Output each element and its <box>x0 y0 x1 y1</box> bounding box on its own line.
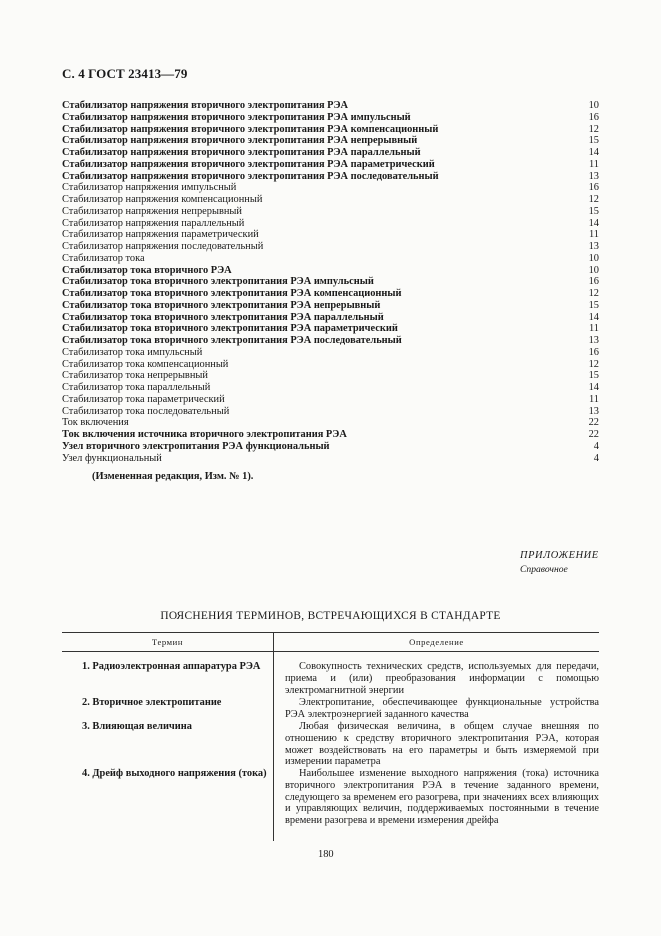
index-term: Стабилизатор тока вторичного РЭА <box>62 264 232 276</box>
index-entry <box>62 441 599 453</box>
index-page-number: 10 <box>588 264 599 276</box>
index-page-number: 15 <box>588 299 599 311</box>
index-page-number: 14 <box>588 147 599 158</box>
table-term: 1. Радиоэлектронная аппаратура РЭА <box>82 661 261 672</box>
index-page-number: 11 <box>588 229 599 241</box>
index-term: Стабилизатор тока компенсационный <box>62 358 229 370</box>
index-entry <box>62 323 599 335</box>
index-entry <box>62 194 599 206</box>
edition-note: (Измененная редакция, Изм. № 1). <box>92 471 254 482</box>
index-term: Стабилизатор тока непрерывный <box>62 370 208 382</box>
index-term: Стабилизатор напряжения вторичного электропитания РЭА <box>62 100 349 111</box>
index-term: Стабилизатор тока вторичного электропитания РЭА непрерывный <box>62 299 381 311</box>
appendix-type: Справочное <box>520 564 568 575</box>
index-page-number: 16 <box>588 111 599 123</box>
index-term: Стабилизатор напряжения вторичного электропитания РЭА непрерывный <box>62 135 418 147</box>
index-entry <box>62 312 599 324</box>
index-page-number: 22 <box>588 417 599 429</box>
index-entry <box>62 382 599 394</box>
index-page-number: 15 <box>588 370 599 382</box>
index-entry <box>62 417 599 429</box>
index-page-number: 13 <box>588 241 599 252</box>
index-term: Стабилизатор тока импульсный <box>62 346 203 358</box>
index-entry <box>62 229 599 241</box>
table-header-rule <box>62 651 599 652</box>
page-number: 180 <box>318 849 334 860</box>
index-page-number: 10 <box>588 100 599 111</box>
index-term: Стабилизатор тока вторичного электропитания РЭА параметрический <box>62 323 398 335</box>
index-entry <box>62 453 599 465</box>
index-entry <box>62 300 599 312</box>
index-page-number: 13 <box>588 405 599 417</box>
index-page-number: 14 <box>588 217 599 229</box>
index-entry <box>62 124 599 136</box>
index-page-number: 11 <box>588 323 599 335</box>
index-term: Стабилизатор напряжения вторичного электропитания РЭА компенсационный <box>62 123 439 135</box>
appendix-title: ПОЯСНЕНИЯ ТЕРМИНОВ, ВСТРЕЧАЮЩИХСЯ В СТАНДАРТЕ <box>160 610 501 622</box>
index-page-number: 14 <box>588 382 599 393</box>
table-definition: Любая физическая величина, в общем случае внешняя по отношению к средству вторичного электропитания РЭА, которая может воздействовать на его параметры и быть измеряемой при измерении параметра <box>285 721 599 768</box>
index-page-number: 15 <box>588 205 599 217</box>
index-page-number: 11 <box>588 393 599 405</box>
index-term: Ток включения источника вторичного электропитания РЭА <box>62 429 347 440</box>
index-term: Стабилизатор тока вторичного электропитания РЭА параллельный <box>62 311 384 323</box>
table-header-definition: Определение <box>409 637 464 647</box>
table-definition: Наибольшее изменение выходного напряжения (тока) источника вторичного электропитания РЭА в течение заданного времени, следующего за временем его разогрева, при значениях всех влияющих и управляющих величин, поддерживаемых постоянными в течение времени разогрева и времени измерения дрейфа <box>285 768 599 826</box>
index-page-number: 15 <box>588 135 599 147</box>
index-page-number: 14 <box>588 311 599 323</box>
index-entry <box>62 112 599 124</box>
index-page-number: 4 <box>593 452 599 464</box>
index-term: Стабилизатор тока параметрический <box>62 393 225 405</box>
index-term: Стабилизатор напряжения параллельный <box>62 217 245 229</box>
index-entry <box>62 241 599 253</box>
index-page-number: 16 <box>588 276 599 288</box>
table-top-rule <box>62 632 599 633</box>
index-page-number: 16 <box>588 182 599 194</box>
index-entry <box>62 159 599 171</box>
index-entry <box>62 147 599 159</box>
index-term: Ток включения <box>62 417 129 429</box>
index-page-number: 12 <box>588 288 599 299</box>
index-entry <box>62 135 599 147</box>
index-page-number: 13 <box>588 335 599 346</box>
appendix-label: ПРИЛОЖЕНИЕ <box>520 550 599 561</box>
index-term: Стабилизатор напряжения компенсационный <box>62 194 263 205</box>
index-page-number: 16 <box>588 346 599 358</box>
index-entry <box>62 429 599 441</box>
table-term: 3. Влияющая величина <box>82 721 192 732</box>
index-entry <box>62 171 599 183</box>
index-entry <box>62 206 599 218</box>
index-page-number: 12 <box>588 358 599 370</box>
index-page-number: 12 <box>588 123 599 135</box>
index-entry <box>62 335 599 347</box>
index-entry <box>62 370 599 382</box>
table-definition: Электропитание, обеспечивающее функциональные устройства РЭА электроэнергией заданного качества <box>285 697 599 720</box>
index-page-number: 12 <box>588 194 599 205</box>
term-index <box>62 100 599 464</box>
index-entry <box>62 288 599 300</box>
page-header: С. 4 ГОСТ 23413—79 <box>62 66 188 81</box>
index-term: Стабилизатор напряжения импульсный <box>62 182 237 194</box>
index-term: Стабилизатор тока вторичного электропитания РЭА последовательный <box>62 335 402 346</box>
index-page-number: 11 <box>588 158 599 170</box>
index-entry <box>62 265 599 277</box>
index-page-number: 13 <box>588 170 599 182</box>
index-entry <box>62 218 599 230</box>
index-entry <box>62 182 599 194</box>
index-page-number: 22 <box>588 429 599 440</box>
index-entry <box>62 253 599 265</box>
index-term: Стабилизатор тока <box>62 252 145 264</box>
index-term: Стабилизатор тока последовательный <box>62 405 230 417</box>
table-term: 2. Вторичное электропитание <box>82 697 222 708</box>
index-entry <box>62 347 599 359</box>
index-entry <box>62 276 599 288</box>
index-entry <box>62 406 599 418</box>
index-entry <box>62 394 599 406</box>
index-term: Узел функциональный <box>62 452 162 464</box>
index-entry <box>62 100 599 112</box>
table-term: 4. Дрейф выходного напряжения (тока) <box>82 768 267 779</box>
index-page-number: 10 <box>588 252 599 264</box>
index-page-number: 4 <box>593 440 599 452</box>
index-term: Стабилизатор тока вторичного электропитания РЭА импульсный <box>62 276 374 288</box>
index-term: Стабилизатор напряжения вторичного электропитания РЭА параллельный <box>62 147 421 158</box>
index-term: Стабилизатор напряжения параметрический <box>62 229 259 241</box>
index-term: Стабилизатор напряжения последовательный <box>62 241 264 252</box>
table-header-term: Термин <box>151 637 184 647</box>
index-term: Стабилизатор тока вторичного электропитания РЭА компенсационный <box>62 288 402 299</box>
index-term: Стабилизатор напряжения вторичного электропитания РЭА последовательный <box>62 170 439 182</box>
index-term: Стабилизатор напряжения вторичного электропитания РЭА импульсный <box>62 111 411 123</box>
index-term: Стабилизатор тока параллельный <box>62 382 211 393</box>
index-term: Стабилизатор напряжения вторичного электропитания РЭА параметрический <box>62 158 435 170</box>
table-definition: Совокупность технических средств, используемых для передачи, приема и (или) преобразования информации с помощью электромагнитной энергии <box>285 661 599 696</box>
table-column-divider <box>273 632 274 841</box>
index-entry <box>62 359 599 371</box>
index-term: Стабилизатор напряжения непрерывный <box>62 205 242 217</box>
index-term: Узел вторичного электропитания РЭА функциональный <box>62 440 330 452</box>
